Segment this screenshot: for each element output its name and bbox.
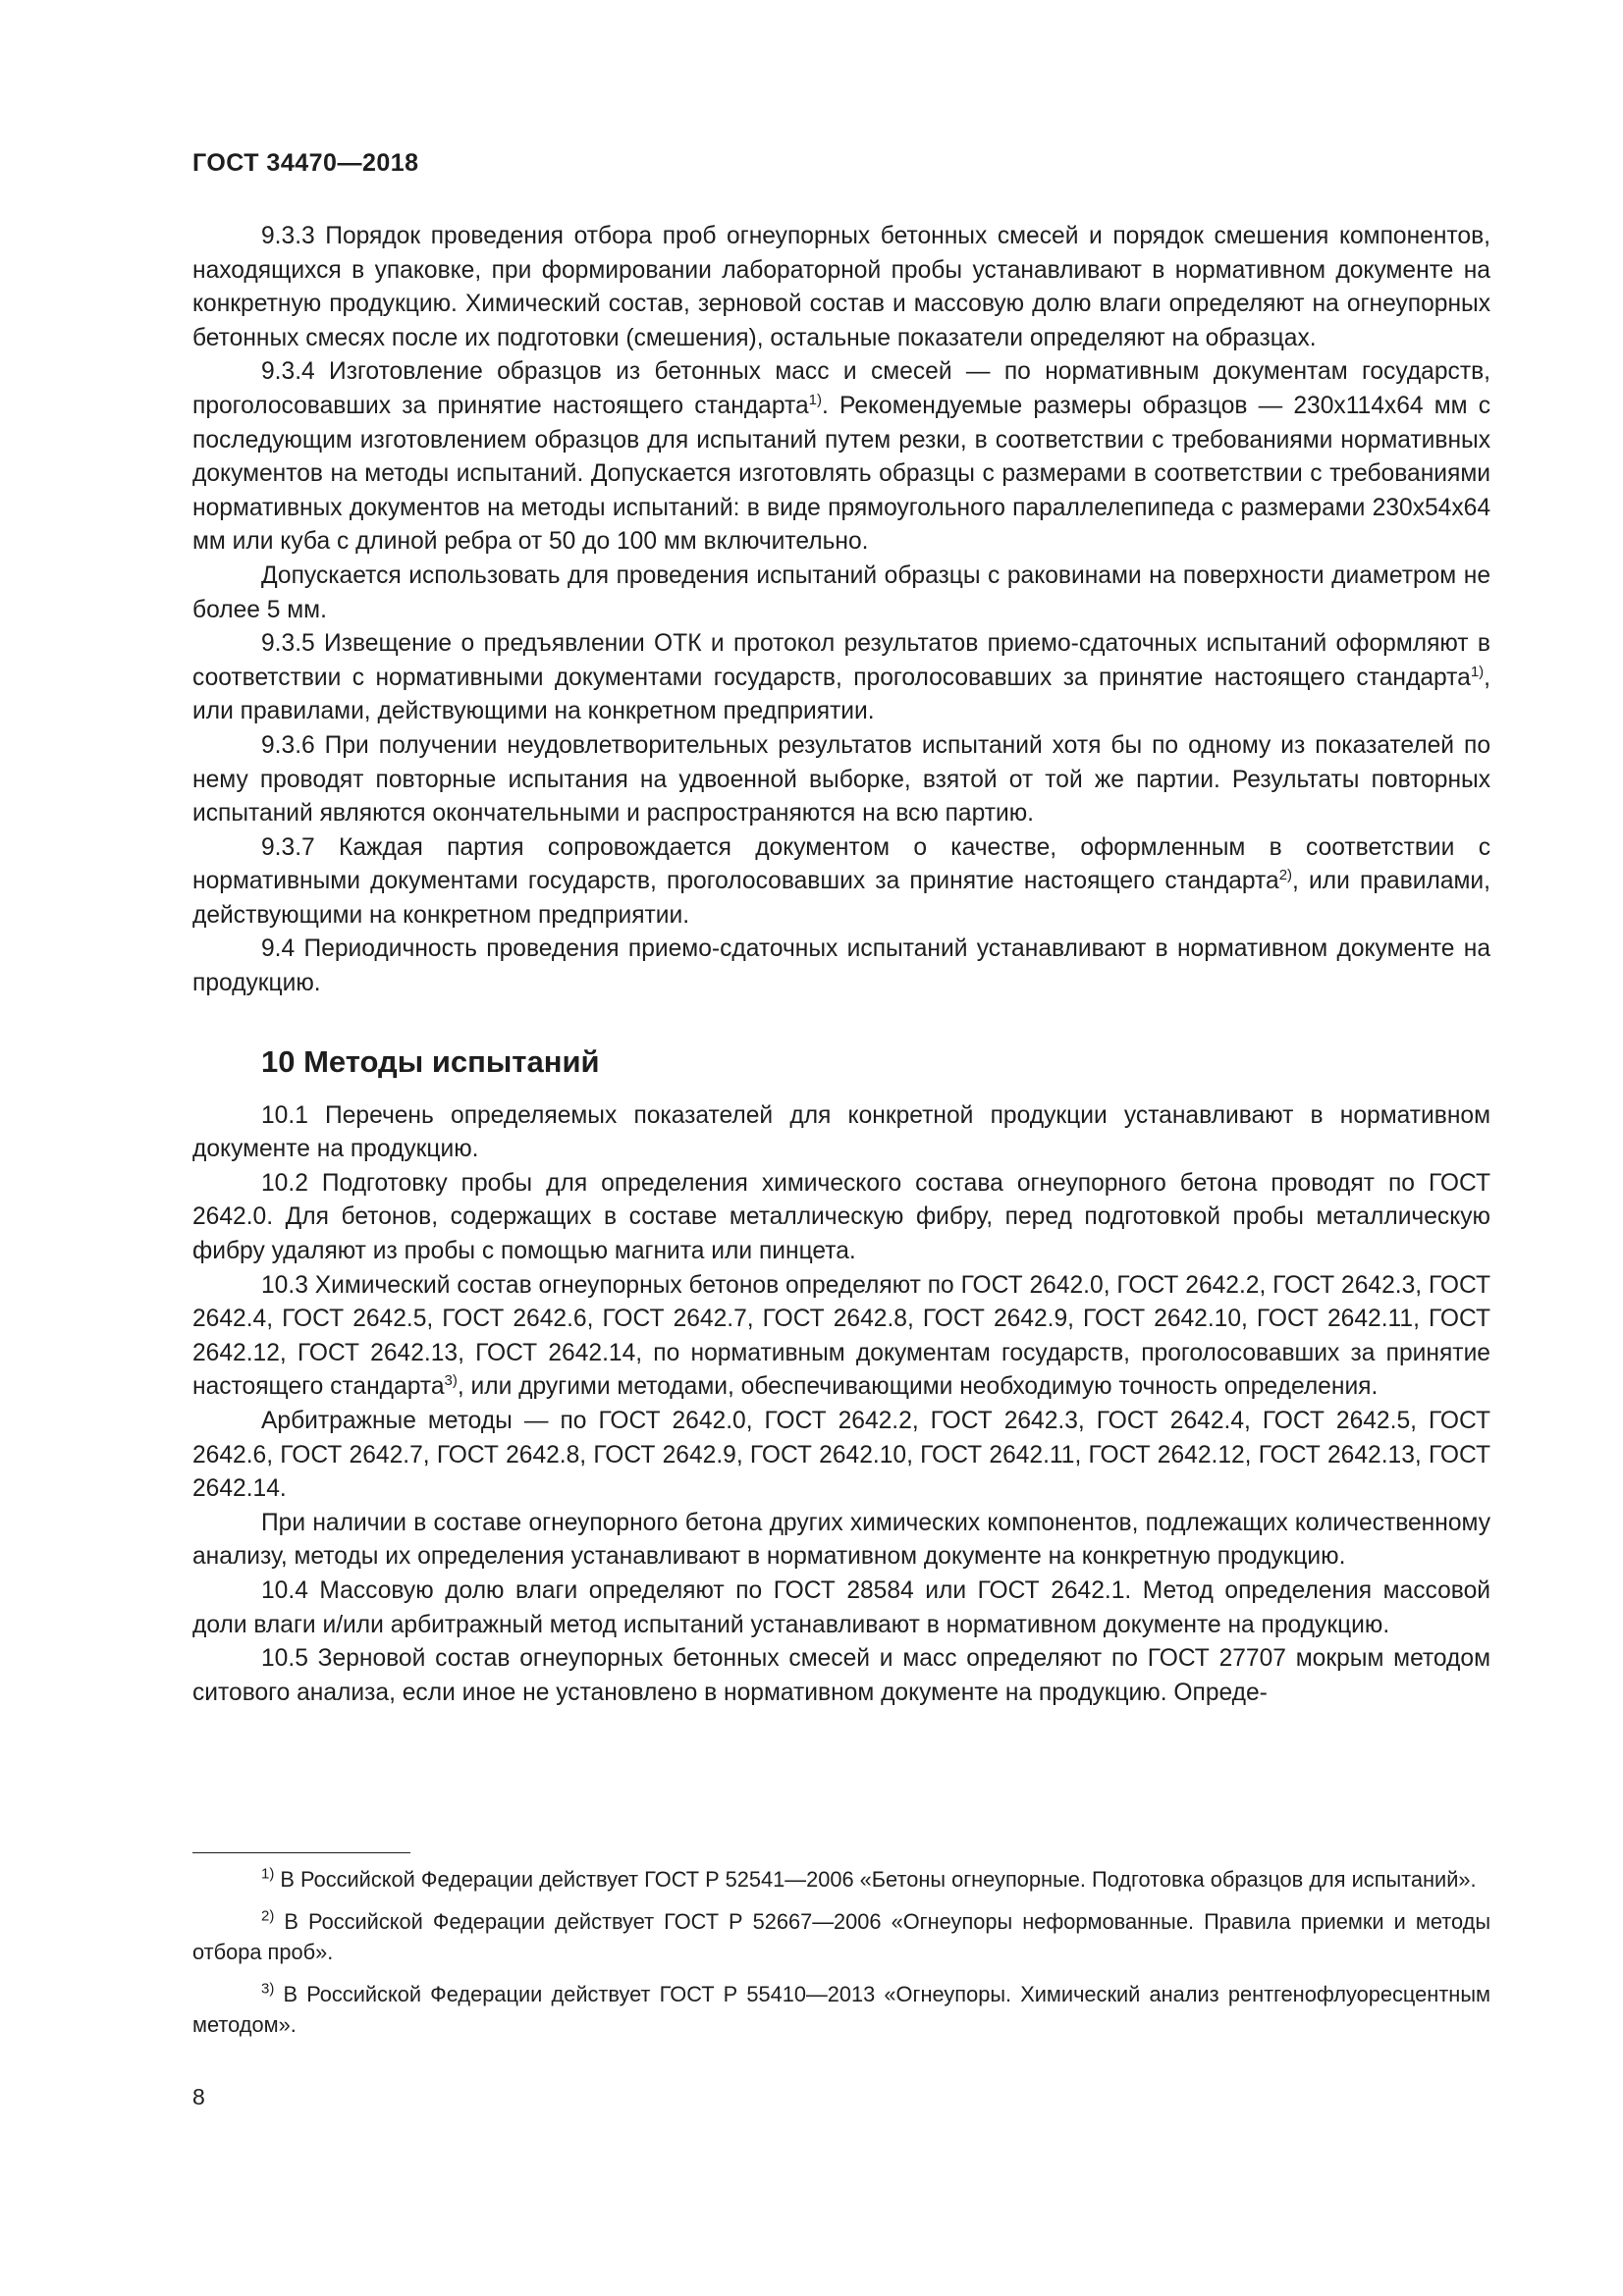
footnote-mark: 3) [261, 1980, 275, 1998]
footnote-1: $^{1)}$ В Российской Федерации действует ГОСТ Р 52541—2006 «Бетоны огнеупорные. Подготовка образцов для испытаний». [261, 1865, 1477, 1892]
page-number: 8 [192, 2084, 205, 2109]
paragraph-9-3-4: 9.3.4 Изготовление образцов из бетонных масс и смесей — по нормативным документам государств, проголосовавших за принятие настоящего стандарта$^{1)}$. Рекомендуемые размеры образцов — 230x114x64 мм с последующим изготовлением образцов для испытаний путем резки, в соответствии с требованиями нормативных документов на методы испытаний. Допускается изготовлять образцы с размерами в соответствии с требованиями нормативных документов на методы испытаний: в виде прямоугольного параллелепипеда с размерами 230x54x64 мм или куба с длиной ребра от 50 до 100 мм включительно. [192, 358, 1490, 556]
paragraph-10-1: 10.1 Перечень определяемых показателей для конкретной продукции устанавливают в нормативном документе на продукцию. [192, 1101, 1490, 1163]
paragraph-10-3: 10.3 Химический состав огнеупорных бетонов определяют по ГОСТ 2642.0, ГОСТ 2642.2, ГОСТ 2642.3, ГОСТ 2642.4, ГОСТ 2642.5, ГОСТ 2642.6, ГОСТ 2642.7, ГОСТ 2642.8, ГОСТ 2642.9, ГОСТ 2642.10, ГОСТ 2642.11, ГОСТ 2642.12, ГОСТ 2642.13, ГОСТ 2642.14, по нормативным документам государств, проголосовавших за принятие настоящего стандарта$^{3)}$, или другими методами, обеспечивающими необходимую точность определения. [192, 1271, 1490, 1401]
clause-9-paragraphs [192, 220, 1490, 1001]
paragraph-10-3-arbitration: Арбитражные методы — по ГОСТ 2642.0, ГОСТ 2642.2, ГОСТ 2642.3, ГОСТ 2642.4, ГОСТ 2642.5, ГОСТ 2642.6, ГОСТ 2642.7, ГОСТ 2642.8, ГОСТ 2642.9, ГОСТ 2642.10, ГОСТ 2642.11, ГОСТ 2642.12, ГОСТ 2642.13, ГОСТ 2642.14. [192, 1408, 1490, 1503]
clause-10-paragraphs [192, 1099, 1490, 1711]
footnotes [192, 1864, 1490, 2052]
paragraph-9-3-7: 9.3.7 Каждая партия сопровождается документом о качестве, оформленным в соответствии с нормативными документами государств, проголосовавших за принятие настоящего стандарта$^{2)}$, или правилами, действующими на конкретном предприятии. [192, 833, 1491, 929]
footnote-2: $^{2)}$ В Российской Федерации действует ГОСТ Р 52667—2006 «Огнеупоры неформованные. Правила приемки и методы отбора проб». [192, 1907, 1490, 1964]
footnote-divider [192, 1852, 410, 1853]
document-body [192, 220, 1490, 1710]
paragraph-9-3-4-note: Допускается использовать для проведения испытаний образцы с раковинами на поверхности диаметром не более 5 мм. [192, 561, 1490, 623]
paragraph-10-4: 10.4 Массовую долю влаги определяют по ГОСТ 28584 или ГОСТ 2642.1. Метод определения массовой доли влаги и/или арбитражный метод испытаний устанавливают в нормативном документе на продукцию. [192, 1576, 1490, 1638]
paragraph-9-3-6: 9.3.6 При получении неудовлетворительных результатов испытаний хотя бы по одному из показателей по нему проводят повторные испытания на удвоенной выборке, взятой от той же партии. Результаты повторных испытаний являются окончательными и распространяются на всю партию. [192, 731, 1490, 828]
paragraph-9-4: 9.4 Периодичность проведения приемо-сдаточных испытаний устанавливают в нормативном документе на продукцию. [192, 935, 1490, 997]
footnote-ref: 2) [1278, 867, 1293, 884]
footnote-ref: 1) [808, 391, 822, 408]
footnote-ref: 3) [444, 1372, 458, 1390]
paragraph-9-3-5: 9.3.5 Извещение о предъявлении ОТК и протокол результатов приемо-сдаточных испытаний оформляют в соответствии с нормативными документами государств, проголосовавших за принятие настоящего стандарта$^{1)}$, или правилами, действующими на конкретном предприятии. [192, 630, 1490, 725]
section-heading: 10 Методы испытаний [261, 1043, 600, 1079]
footnote-ref: 1) [1470, 663, 1485, 680]
paragraph-10-3-other: При наличии в составе огнеупорного бетона других химических компонентов, подлежащих количественному анализу, методы их определения устанавливают в нормативном документе на конкретную продукцию. [192, 1509, 1490, 1571]
paragraph-10-5: 10.5 Зерновой состав огнеупорных бетонных смесей и масс определяют по ГОСТ 27707 мокрым методом ситового анализа, если иное не установлено в нормативном документе на продукцию. Опреде- [192, 1645, 1490, 1706]
footnote-3: $^{3)}$ В Российской Федерации действует ГОСТ Р 55410—2013 «Огнеупоры. Химический анализ рентгенофлуоресцентным методом». [192, 1980, 1490, 2037]
document-header: ГОСТ 34470—2018 [192, 149, 419, 177]
footnote-mark: 2) [261, 1907, 275, 1925]
paragraph-9-3-3: 9.3.3 Порядок проведения отбора проб огнеупорных бетонных смесей и порядок смешения компонентов, находящихся в упаковке, при формировании лабораторной пробы устанавливают в нормативном документе на конкретную продукцию. Химический состав, зерновой состав и массовую долю влаги определяют на огнеупорных бетонных смесях после их подготовки (смешения), остальные показатели определяют на образцах. [192, 223, 1490, 351]
footnote-mark: 1) [261, 1865, 275, 1883]
paragraph-10-2: 10.2 Подготовку пробы для определения химического состава огнеупорного бетона проводят по ГОСТ 2642.0. Для бетонов, содержащих в составе металлическую фибру, перед подготовкой пробы металлическую фибру удаляют из пробы с помощью магнита или пинцета. [192, 1169, 1490, 1265]
